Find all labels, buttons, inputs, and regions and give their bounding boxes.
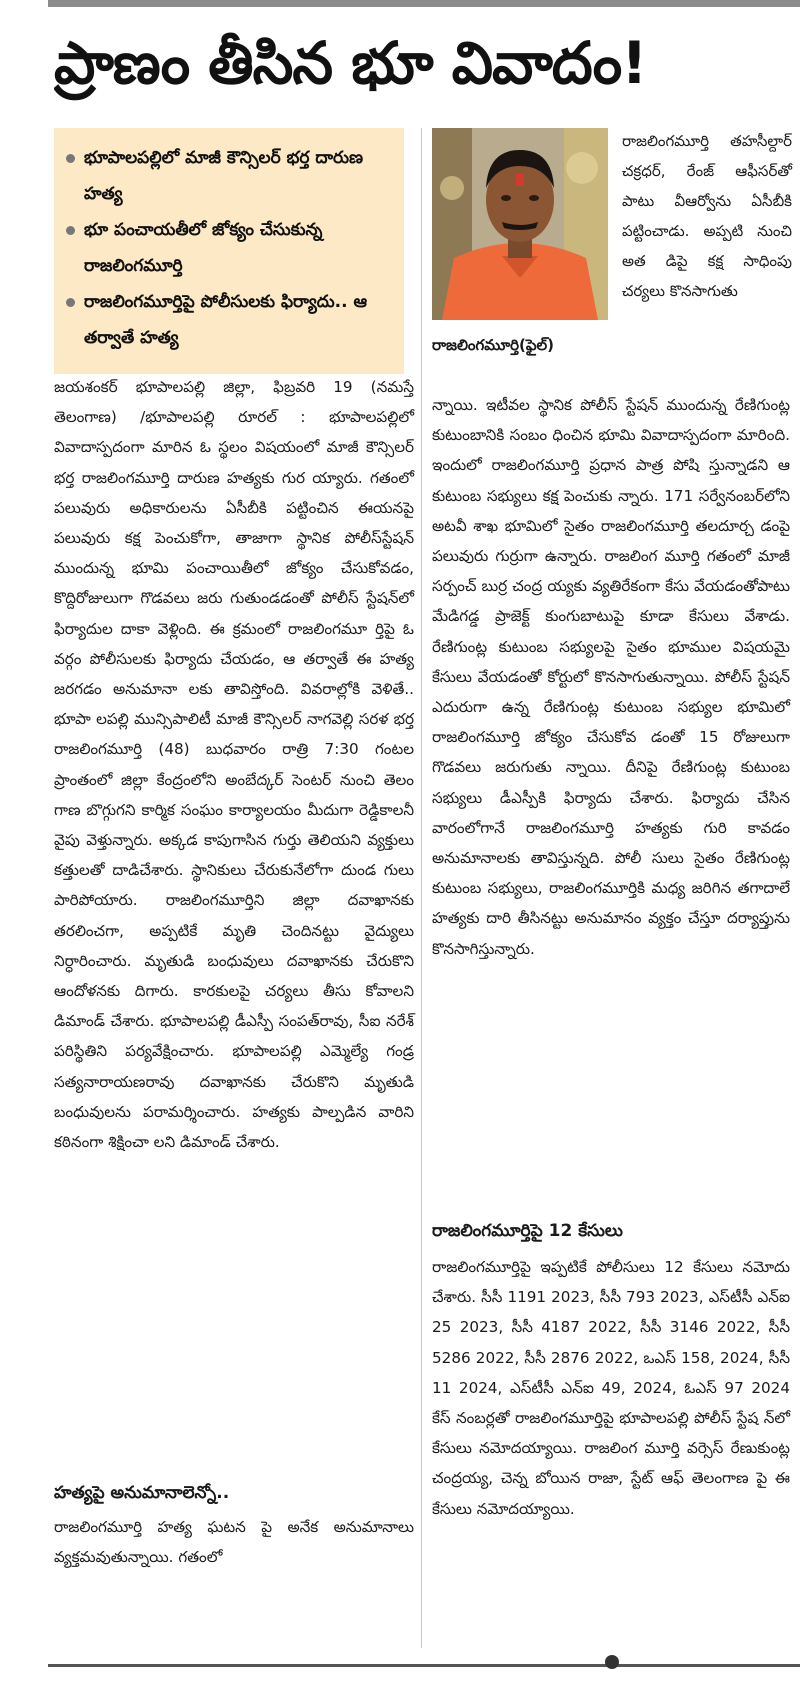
subheading-cases: రాజలింగమూర్తిపై 12 కేసులు	[432, 1221, 623, 1241]
portrait-photo	[432, 128, 608, 320]
cases-paragraph: రాజలింగమూర్తిపై ఇప్పటికే పోలీసులు 12 కేసులు నమోదు చేశారు. సీసీ 1191 2023, సీసీ 793 2023, ఎస్‌టీసీ ఎన్‌ఐ 25 2023, సీసీ 4187 2022, సీసీ 3146 2022, సీసీ 5286 2022, సీసీ 2876 2022, ఒఎస్ 158, 2024, సీసీ 11 2024, ఎస్‌టీసీ ఎన్‌ఐ 49, 2024, ఓఎస్ 97 2024 కేస్ నంబర్లతో రాజలింగమూర్తిపై భూపాలపల్లి పోలీస్ స్టేష న్‌లో కేసులు నమోదయ్యాయి. రాజలింగ మూర్తి వర్సెస్ రేణుకుంట్ల చంద్రయ్య, చెన్న బోయిన రాజా, స్టేట్ ఆఫ్ తెలంగాణ పై ఈ కేసులు నమోదయ్యాయి.	[432, 1258, 790, 1518]
side-column-text	[622, 126, 792, 306]
highlight-item	[66, 284, 394, 356]
side-paragraph: రాజలింగమూర్తి తహసీల్దార్ చక్రధర్, రేంజ్ ఆఫీసర్‌తో పాటు వీఆర్వోను ఏసీబీకి పట్టించాడు. అప్పటి నుంచి అత డిపై కక్ష సాధింపు చర్యలు కొనసాగుతు	[622, 132, 792, 300]
column-divider	[421, 128, 422, 1648]
left-column-text	[54, 372, 414, 1157]
right-paragraph: న్నాయి. ఇటీవల స్థానిక పోలీస్ స్టేషన్ ముందున్న రేణిగుంట్ల కుటుంబానికి సంబం ధించిన భూమి వివాదాస్పదంగా మారింది. ఇందులో రాజలింగమూర్తి ప్రధాన పాత్ర పోషి స్తున్నాడని ఆ కుటుంబ సభ్యులు కక్ష పెంచుకు న్నారు. 171 సర్వేనంబర్‌లోని అటవీ శాఖ భూమిలో సైతం రాజలింగమూర్తి తలదూర్చ డంపై పలువురు గుర్రుగా ఉన్నారు. రాజలింగ మూర్తి గతంలో మాజీ సర్పంచ్ బుర్ర చంద్ర య్యకు వ్యతిరేకంగా కేసు వేయడంతోపాటు మేడిగడ్డ ప్రాజెక్ట్ కుంగుబాటుపై కూడా కేసులు వేశాడు. రేణిగుంట్ల కుటుంబ సభ్యులపై సైతం భూముల విషయమై కేసులు వేయడంతో కోర్టులో కొనసాగుతున్నాయి. పోలీస్ స్టేషన్ ఎదురుగా ఉన్న రేణిగుంట్ల కుటుంబ సభ్యుల భూమిలో రాజలింగమూర్తి జోక్యం చేసుకోవ డంతో 15 రోజులుగా గొడవలు జరుగుతు న్నాయి. దీనిపై రేణిగుంట్ల కుటుంబ సభ్యులు డీఎస్పీకి ఫిర్యాదు చేశారు. ఫిర్యాదు చేసిన వారంలోగానే రాజలింగమూర్తి హత్యకు గురి కావడం అనుమానాలకు తావిస్తున్నది. పోలీ సులు సైతం రేణిగుంట్ల కుటుంబ సభ్యులు, రాజలింగమూర్తికి మధ్య జరిగిన తగాదాలే హత్యకు దారి తీసినట్టు అనుమానం వ్యక్తం చేస్తూ దర్యాప్తును కొనసాగిస్తున్నారు.	[432, 396, 790, 958]
doubts-paragraph: రాజలింగమూర్తి హత్య ఘటన పై అనేక అనుమానాలు వ్యక్తమవుతున్నాయి. గతంలో	[54, 1518, 414, 1567]
bullet-icon	[66, 226, 75, 235]
bullet-icon	[66, 154, 75, 163]
bottom-dot-icon	[605, 1655, 619, 1669]
highlight-text: రాజలింగమూర్తిపై పోలీసులకు ఫిర్యాదు.. ఆ తర్వాతే హత్య	[84, 292, 368, 348]
highlight-text: భూపాలపల్లిలో మాజీ కౌన్సిలర్ భర్త దారుణ హత్య	[84, 148, 364, 204]
headline: ప్రాణం తీసిన భూ వివాదం!	[54, 29, 647, 97]
highlights-box	[54, 128, 404, 374]
subheading-doubts-text	[54, 1512, 414, 1572]
highlight-text: భూ పంచాయతీలో జోక్యం చేసుకున్న రాజలింగమూర్తి	[84, 220, 323, 276]
top-rule	[48, 0, 800, 7]
bullet-icon	[66, 298, 75, 307]
portrait-image	[432, 128, 608, 320]
bottom-rule	[48, 1664, 800, 1667]
photo-caption: రాజలింగమూర్తి(ఫైల్)	[432, 336, 555, 354]
left-paragraph: జయశంకర్ భూపాలపల్లి జిల్లా, ఫిబ్రవరి 19 (నమస్తే తెలంగాణ) /భూపాలపల్లి రూరల్ : భూపాలపల్లిలో వివాదాస్పదంగా మారిన ఓ స్థలం విషయంలో మాజీ కౌన్సిలర్ భర్త రాజలింగమూర్తి దారుణ హత్యకు గుర య్యారు. గతంలో పలువురు అధికారులను ఏసీబీకి పట్టించిన ఈయనపై పలువురు కక్ష పెంచుకోగా, తాజాగా స్థానిక పోలీస్‌స్టేషన్ ముందున్న భూమి పంచాయితీలో జోక్యం చేసుకోవడం, కొద్దిరోజులుగా గొడవలు జరు గుతుండడంతో పోలీస్ స్టేషన్‌లో ఫిర్యాదుల దాకా వెళ్లింది. ఈ క్రమంలో రాజలింగమూ ర్తిపై ఓ వర్గం పోలీసులకు ఫిర్యాదు చేయడం, ఆ తర్వాతే ఈ హత్య జరగడం అనుమానా లకు తావిస్తోంది. వివరాల్లోకి వెళితే.. భూపా లపల్లి మున్సిపాలిటీ మాజీ కౌన్సిలర్ నాగవెల్లి సరళ భర్త రాజలింగమూర్తి (48) బుధవారం రాత్రి 7:30 గంటల ప్రాంతంలో జిల్లా కేంద్రంలోని అంబేద్కర్ సెంటర్ నుంచి తెలం గాణ బొగ్గుగని కార్మిక సంఘం కార్యాలయం మీదుగా రెడ్డికాలనీ వైపు వెళ్తున్నారు. అక్కడ కాపుగాసిన గుర్తు తెలియని వ్యక్తులు కత్తులతో దాడిచేశారు. స్థానికులు చేరుకునేలోగా దుండ గులు పారిపోయారు. రాజలింగమూర్తిని జిల్లా దవాఖానకు తరలించగా, అప్పటికే మృతి చెందినట్టు వైద్యులు నిర్ధారించారు. మృతుడి బంధువులు దవాఖానకు చేరుకొని ఆందోళనకు దిగారు. కారకులపై చర్యలు తీసు కోవాలని డిమాండ్ చేశారు. భూపాలపల్లి డీఎస్పీ సంపత్‌రావు, సీఐ నరేశ్ పరిస్థితిని పర్యవేక్షించారు. భూపాలపల్లి ఎమ్మెల్యే గండ్ర సత్యనారాయణరావు దవాఖానకు చేరుకొని మృతుడి బంధువులను పరామర్శించారు. హత్యకు పాల్పడిన వారిని కఠినంగా శిక్షించా లని డిమాండ్ చేశారు.	[54, 378, 414, 1152]
subheading-cases-text	[432, 1252, 790, 1524]
highlight-item	[66, 212, 394, 284]
right-column-text	[432, 390, 790, 964]
highlight-item	[66, 140, 394, 212]
subheading-doubts: హత్యపై అనుమానాలెన్నో..	[54, 1483, 230, 1503]
